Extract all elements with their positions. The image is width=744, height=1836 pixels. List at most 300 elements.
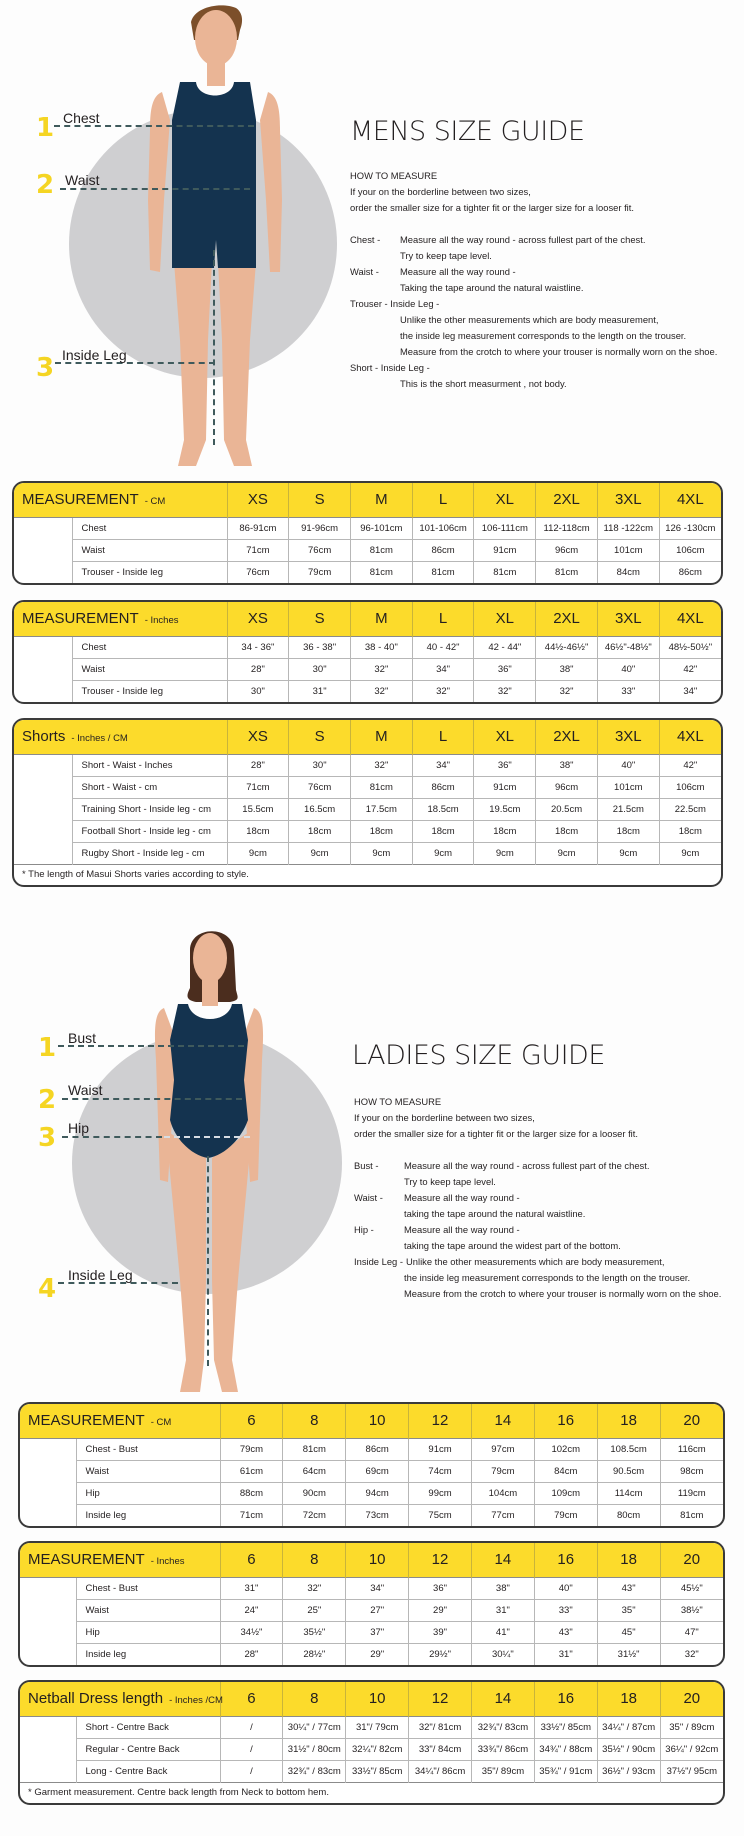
cell: 18cm — [536, 820, 598, 842]
cell: 42" — [659, 658, 721, 680]
row-label: Short - Centre Back — [76, 1716, 220, 1738]
size-header: XS — [227, 602, 289, 636]
desc-line: taking the tape around the natural waistline. — [404, 1208, 586, 1219]
hip-measure-line — [62, 1136, 162, 1138]
desc-line: Taking the tape around the natural waistline. — [400, 282, 584, 293]
hip-number-label: 3 — [38, 1123, 57, 1153]
desc-line: Measure from the crotch to where your trouser is normally worn on the shoe. — [400, 346, 718, 357]
cell: 40" — [597, 658, 659, 680]
desc-line: Measure from the crotch to where your trouser is normally worn on the shoe. — [404, 1288, 722, 1299]
cell: 106cm — [659, 539, 721, 561]
cell: 33½"/ 85cm — [346, 1760, 409, 1782]
size-header: S — [289, 602, 351, 636]
ladies-section — [0, 920, 744, 1400]
table-row — [14, 754, 721, 776]
row-label: Waist — [76, 1599, 220, 1621]
cell: 31" — [220, 1577, 283, 1599]
cell: 96-101cm — [350, 517, 412, 539]
size-header: S — [289, 483, 351, 517]
cell: 81cm — [474, 561, 536, 583]
size-header: XL — [474, 720, 536, 754]
cell: 36" — [409, 1577, 472, 1599]
cell: 34" — [346, 1577, 409, 1599]
size-header: 2XL — [536, 602, 598, 636]
row-label: Trouser - Inside leg — [72, 680, 227, 702]
cell: 32" — [412, 680, 474, 702]
cell: 46½"-48½" — [597, 636, 659, 658]
row-label: Hip — [76, 1482, 220, 1504]
cell: 33" — [597, 680, 659, 702]
row-label: Hip — [76, 1621, 220, 1643]
cell: 32" — [536, 680, 598, 702]
cell: 69cm — [346, 1460, 409, 1482]
desc-line: Measure all the way round - across fullest part of the chest. — [400, 234, 646, 245]
cell: 114cm — [597, 1482, 660, 1504]
ladies-figure — [0, 920, 340, 1400]
ladies-inches-table — [18, 1541, 725, 1667]
desc-line: taking the tape around the widest part of the bottom. — [404, 1240, 621, 1251]
mens-cm-table — [12, 481, 723, 585]
cell: 28" — [227, 754, 289, 776]
cell: 64cm — [283, 1460, 346, 1482]
size-header: 16 — [534, 1404, 597, 1438]
table-footnote: * The length of Masui Shorts varies according to style. — [14, 864, 721, 885]
size-header: 8 — [283, 1404, 346, 1438]
cell: 25" — [283, 1599, 346, 1621]
intro-line: If your on the borderline between two sizes, — [354, 1112, 535, 1123]
cell: 91cm — [409, 1438, 472, 1460]
size-header: 12 — [409, 1682, 472, 1716]
row-label: Chest — [72, 636, 227, 658]
cell: 81cm — [536, 561, 598, 583]
cell: 47" — [660, 1621, 723, 1643]
cell: 39" — [409, 1621, 472, 1643]
cell: 40" — [534, 1577, 597, 1599]
row-label: Chest - Bust — [76, 1577, 220, 1599]
cell: 32" — [660, 1643, 723, 1665]
cell: 116cm — [660, 1438, 723, 1460]
cell: 41" — [471, 1621, 534, 1643]
mens-guide-title: MENS SIZE GUIDE — [350, 116, 585, 147]
cell: 108.5cm — [597, 1438, 660, 1460]
term-waist: Waist - — [354, 1192, 383, 1203]
cell: 32" — [350, 680, 412, 702]
cell: / — [220, 1738, 283, 1760]
cell: 96cm — [536, 539, 598, 561]
table-row — [14, 561, 721, 583]
cell: 9cm — [659, 842, 721, 864]
size-header: 10 — [346, 1543, 409, 1577]
cell: 45" — [597, 1621, 660, 1643]
cell: 71cm — [220, 1504, 283, 1526]
table-row — [20, 1504, 723, 1526]
cell: 18cm — [289, 820, 351, 842]
table-row — [20, 1716, 723, 1738]
cell: 84cm — [534, 1460, 597, 1482]
cell: 42" — [659, 754, 721, 776]
cell: 38" — [536, 754, 598, 776]
cell: 43" — [534, 1621, 597, 1643]
cell: 79cm — [534, 1504, 597, 1526]
cell: 76cm — [289, 776, 351, 798]
cell: 74cm — [409, 1460, 472, 1482]
size-header: 10 — [346, 1404, 409, 1438]
cell: 34 - 36" — [227, 636, 289, 658]
cell: 18cm — [350, 820, 412, 842]
cell: 84cm — [597, 561, 659, 583]
size-header: S — [289, 720, 351, 754]
waist-measure-line — [60, 188, 250, 190]
desc-line: the inside leg measurement corresponds to the length on the trouser. — [400, 330, 687, 341]
cell: 30" — [289, 658, 351, 680]
cell: / — [220, 1760, 283, 1782]
cell: 34¼"/ 86cm — [409, 1760, 472, 1782]
cell: 81cm — [660, 1504, 723, 1526]
size-header: 4XL — [659, 602, 721, 636]
size-header: 8 — [283, 1682, 346, 1716]
table-row — [14, 636, 721, 658]
hip-measure-line-front — [164, 1136, 250, 1138]
table-row — [20, 1738, 723, 1760]
size-header: L — [412, 602, 474, 636]
row-label: Inside leg — [76, 1504, 220, 1526]
size-header: 6 — [220, 1682, 283, 1716]
waist-label: Waist — [68, 1082, 103, 1098]
bust-number-label: 1 — [38, 1033, 57, 1063]
inside-leg-number-label: 3 — [36, 353, 55, 383]
cell: 34" — [659, 680, 721, 702]
cell: 35½" / 90cm — [597, 1738, 660, 1760]
mens-figure — [0, 0, 340, 470]
desc-line: Try to keep tape level. — [404, 1176, 496, 1187]
chest-label: Chest — [63, 110, 100, 126]
how-to-heading: HOW TO MEASURE — [350, 170, 438, 181]
cell: 96cm — [536, 776, 598, 798]
row-label: Regular - Centre Back — [76, 1738, 220, 1760]
cell: / — [220, 1716, 283, 1738]
cell: 15.5cm — [227, 798, 289, 820]
size-header: 14 — [472, 1682, 535, 1716]
cell: 9cm — [412, 842, 474, 864]
size-header: L — [412, 483, 474, 517]
cell: 18cm — [597, 820, 659, 842]
inside-leg-number-label: 4 — [38, 1274, 57, 1304]
term-trouser-inside-leg: Trouser - Inside Leg - — [350, 298, 440, 309]
mens-section — [0, 0, 744, 470]
cell: 94cm — [346, 1482, 409, 1504]
size-header: 4XL — [659, 483, 721, 517]
cell: 17.5cm — [350, 798, 412, 820]
desc-line: Measure all the way round - — [404, 1192, 520, 1203]
cell: 33" — [534, 1599, 597, 1621]
cell: 21.5cm — [597, 798, 659, 820]
cell: 32¾"/ 83cm — [472, 1716, 535, 1738]
bust-label: Bust — [68, 1030, 97, 1046]
cell: 19.5cm — [474, 798, 536, 820]
cell: 79cm — [220, 1438, 283, 1460]
cell: 34½" — [220, 1621, 283, 1643]
cell: 9cm — [597, 842, 659, 864]
row-label: Chest - Bust — [76, 1438, 220, 1460]
size-header: XS — [227, 483, 289, 517]
table-row — [14, 539, 721, 561]
size-header: 2XL — [536, 483, 598, 517]
cell: 35" / 89cm — [660, 1716, 723, 1738]
table-row — [20, 1438, 723, 1460]
cell: 40 - 42" — [412, 636, 474, 658]
cell: 28½" — [283, 1643, 346, 1665]
cell: 28" — [220, 1643, 283, 1665]
table-row — [20, 1577, 723, 1599]
inside-leg-vertical-line — [207, 1156, 209, 1366]
mens-how-to-measure — [350, 168, 740, 392]
cell: 79cm — [471, 1460, 534, 1482]
cell: 37½"/ 95cm — [660, 1760, 723, 1782]
cell: 73cm — [346, 1504, 409, 1526]
row-label: Rugby Short - Inside leg - cm — [72, 842, 227, 864]
cell: 48½-50½" — [659, 636, 721, 658]
desc-line: Measure all the way round - across fullest part of the chest. — [404, 1160, 650, 1171]
cell: 104cm — [471, 1482, 534, 1504]
cell: 76cm — [289, 539, 351, 561]
size-header: 2XL — [536, 720, 598, 754]
cell: 34¼" / 87cm — [597, 1716, 660, 1738]
cell: 33¾"/ 86cm — [472, 1738, 535, 1760]
size-header: 12 — [409, 1543, 472, 1577]
table-row — [14, 820, 721, 842]
cell: 32" — [350, 754, 412, 776]
inside-leg-label: Inside Leg — [68, 1267, 133, 1283]
cell: 20.5cm — [536, 798, 598, 820]
size-header: 3XL — [597, 602, 659, 636]
size-header: M — [350, 483, 412, 517]
ladies-guide-title: LADIES SIZE GUIDE — [352, 1040, 605, 1071]
term-bust: Bust - — [354, 1160, 379, 1171]
how-to-heading: HOW TO MEASURE — [354, 1096, 442, 1107]
size-header: L — [412, 720, 474, 754]
waist-number-label: 2 — [38, 1085, 57, 1115]
cell: 61cm — [220, 1460, 283, 1482]
table-footnote: * Garment measurement. Centre back length from Neck to bottom hem. — [20, 1782, 723, 1803]
row-label: Football Short - Inside leg - cm — [72, 820, 227, 842]
cell: 81cm — [283, 1438, 346, 1460]
cell: 32¼"/ 82cm — [346, 1738, 409, 1760]
cell: 34" — [412, 754, 474, 776]
cell: 79cm — [289, 561, 351, 583]
cell: 35"/ 89cm — [472, 1760, 535, 1782]
cell: 106-111cm — [474, 517, 536, 539]
size-header: M — [350, 602, 412, 636]
cell: 29" — [409, 1599, 472, 1621]
size-header: 10 — [346, 1682, 409, 1716]
row-label: Short - Waist - Inches — [72, 754, 227, 776]
cell: 76cm — [227, 561, 289, 583]
table-title: MEASUREMENT - CM — [20, 1404, 220, 1438]
term-inside-leg: Inside Leg - — [354, 1256, 403, 1267]
cell: 33½"/ 85cm — [534, 1716, 597, 1738]
ladies-how-to-measure — [354, 1094, 744, 1302]
cell: 30¼" — [471, 1643, 534, 1665]
cell: 37" — [346, 1621, 409, 1643]
size-header: XS — [227, 720, 289, 754]
cell: 86cm — [412, 776, 474, 798]
netball-dress-table — [18, 1680, 725, 1805]
size-header: 6 — [220, 1404, 283, 1438]
table-row — [14, 517, 721, 539]
cell: 81cm — [350, 539, 412, 561]
cell: 18cm — [474, 820, 536, 842]
cell: 36 - 38" — [289, 636, 351, 658]
cell: 33"/ 84cm — [409, 1738, 472, 1760]
desc-line: Try to keep tape level. — [400, 250, 492, 261]
cell: 88cm — [220, 1482, 283, 1504]
cell: 71cm — [227, 539, 289, 561]
cell: 80cm — [597, 1504, 660, 1526]
cell: 40" — [597, 754, 659, 776]
mens-inches-table — [12, 600, 723, 704]
cell: 86-91cm — [227, 517, 289, 539]
table-row — [20, 1482, 723, 1504]
desc-line: Unlike the other measurements which are body measurement, — [406, 1256, 665, 1267]
cell: 72cm — [283, 1504, 346, 1526]
cell: 24" — [220, 1599, 283, 1621]
cell: 126 -130cm — [659, 517, 721, 539]
mens-shorts-table — [12, 718, 723, 887]
cell: 77cm — [471, 1504, 534, 1526]
ladies-cm-table — [18, 1402, 725, 1528]
cell: 109cm — [534, 1482, 597, 1504]
table-row — [20, 1621, 723, 1643]
cell: 29" — [346, 1643, 409, 1665]
cell: 45½" — [660, 1577, 723, 1599]
cell: 16.5cm — [289, 798, 351, 820]
size-header: 18 — [597, 1682, 660, 1716]
term-waist: Waist - — [350, 266, 379, 277]
table-title: MEASUREMENT - CM — [14, 483, 227, 517]
table-row — [20, 1460, 723, 1482]
term-short-inside-leg: Short - Inside Leg - — [350, 362, 430, 373]
row-label: Inside leg — [76, 1643, 220, 1665]
cell: 34" — [412, 658, 474, 680]
row-label: Waist — [72, 539, 227, 561]
size-header: XL — [474, 602, 536, 636]
cell: 35½" — [283, 1621, 346, 1643]
cell: 38½" — [660, 1599, 723, 1621]
cell: 43" — [597, 1577, 660, 1599]
cell: 106cm — [659, 776, 721, 798]
intro-line: order the smaller size for a tighter fit or the larger size for a looser fit. — [354, 1128, 638, 1139]
cell: 44½-46½" — [536, 636, 598, 658]
cell: 35" — [597, 1599, 660, 1621]
cell: 75cm — [409, 1504, 472, 1526]
cell: 18cm — [659, 820, 721, 842]
cell: 86cm — [346, 1438, 409, 1460]
table-row — [14, 658, 721, 680]
cell: 36" — [474, 658, 536, 680]
desc-line: Unlike the other measurements which are body measurement, — [400, 314, 659, 325]
cell: 31" — [289, 680, 351, 702]
cell: 9cm — [474, 842, 536, 864]
cell: 30¼" / 77cm — [283, 1716, 346, 1738]
cell: 90cm — [283, 1482, 346, 1504]
row-label: Chest — [72, 517, 227, 539]
table-title: Netball Dress length - Inches /CM — [20, 1682, 220, 1716]
cell: 101cm — [597, 539, 659, 561]
table-row — [20, 1760, 723, 1782]
cell: 90.5cm — [597, 1460, 660, 1482]
table-title: MEASUREMENT - Inches — [14, 602, 227, 636]
cell: 36½" / 93cm — [597, 1760, 660, 1782]
row-label: Short - Waist - cm — [72, 776, 227, 798]
size-header: 14 — [471, 1404, 534, 1438]
cell: 29½" — [409, 1643, 472, 1665]
cell: 30" — [289, 754, 351, 776]
inside-leg-vertical-line — [213, 250, 215, 445]
cell: 18cm — [227, 820, 289, 842]
table-row — [14, 776, 721, 798]
size-header: M — [350, 720, 412, 754]
size-header: 6 — [220, 1543, 283, 1577]
desc-line: the inside leg measurement corresponds to the length on the trouser. — [404, 1272, 691, 1283]
cell: 9cm — [227, 842, 289, 864]
table-title: Shorts - Inches / CM — [14, 720, 227, 754]
cell: 31" — [534, 1643, 597, 1665]
waist-measure-line — [62, 1098, 242, 1100]
size-header: 4XL — [659, 720, 721, 754]
row-label: Waist — [76, 1460, 220, 1482]
cell: 36" — [474, 754, 536, 776]
hip-label: Hip — [68, 1120, 90, 1136]
cell: 91cm — [474, 539, 536, 561]
cell: 32" — [350, 658, 412, 680]
cell: 31½" / 80cm — [283, 1738, 346, 1760]
cell: 102cm — [534, 1438, 597, 1460]
cell: 119cm — [660, 1482, 723, 1504]
cell: 32" — [474, 680, 536, 702]
cell: 28" — [227, 658, 289, 680]
size-header: 8 — [283, 1543, 346, 1577]
cell: 31"/ 79cm — [346, 1716, 409, 1738]
cell: 32" — [283, 1577, 346, 1599]
chest-number-label: 1 — [36, 113, 55, 143]
cell: 86cm — [659, 561, 721, 583]
cell: 97cm — [471, 1438, 534, 1460]
size-header: 14 — [471, 1543, 534, 1577]
cell: 71cm — [227, 776, 289, 798]
cell: 9cm — [536, 842, 598, 864]
woman-body-illustration — [0, 920, 340, 1400]
cell: 36¼" / 92cm — [660, 1738, 723, 1760]
cell: 81cm — [350, 776, 412, 798]
cell: 91cm — [474, 776, 536, 798]
size-header: 18 — [597, 1404, 660, 1438]
size-header: XL — [474, 483, 536, 517]
size-header: 3XL — [597, 720, 659, 754]
intro-line: order the smaller size for a tighter fit or the larger size for a looser fit. — [350, 202, 634, 213]
cell: 18cm — [412, 820, 474, 842]
row-label: Long - Centre Back — [76, 1760, 220, 1782]
cell: 34¾" / 88cm — [534, 1738, 597, 1760]
desc-line: This is the short measurment , not body. — [400, 378, 567, 389]
row-label: Trouser - Inside leg — [72, 561, 227, 583]
cell: 9cm — [289, 842, 351, 864]
size-header: 20 — [660, 1404, 723, 1438]
cell: 101-106cm — [412, 517, 474, 539]
row-label: Waist — [72, 658, 227, 680]
cell: 118 -122cm — [597, 517, 659, 539]
cell: 32"/ 81cm — [409, 1716, 472, 1738]
cell: 86cm — [412, 539, 474, 561]
